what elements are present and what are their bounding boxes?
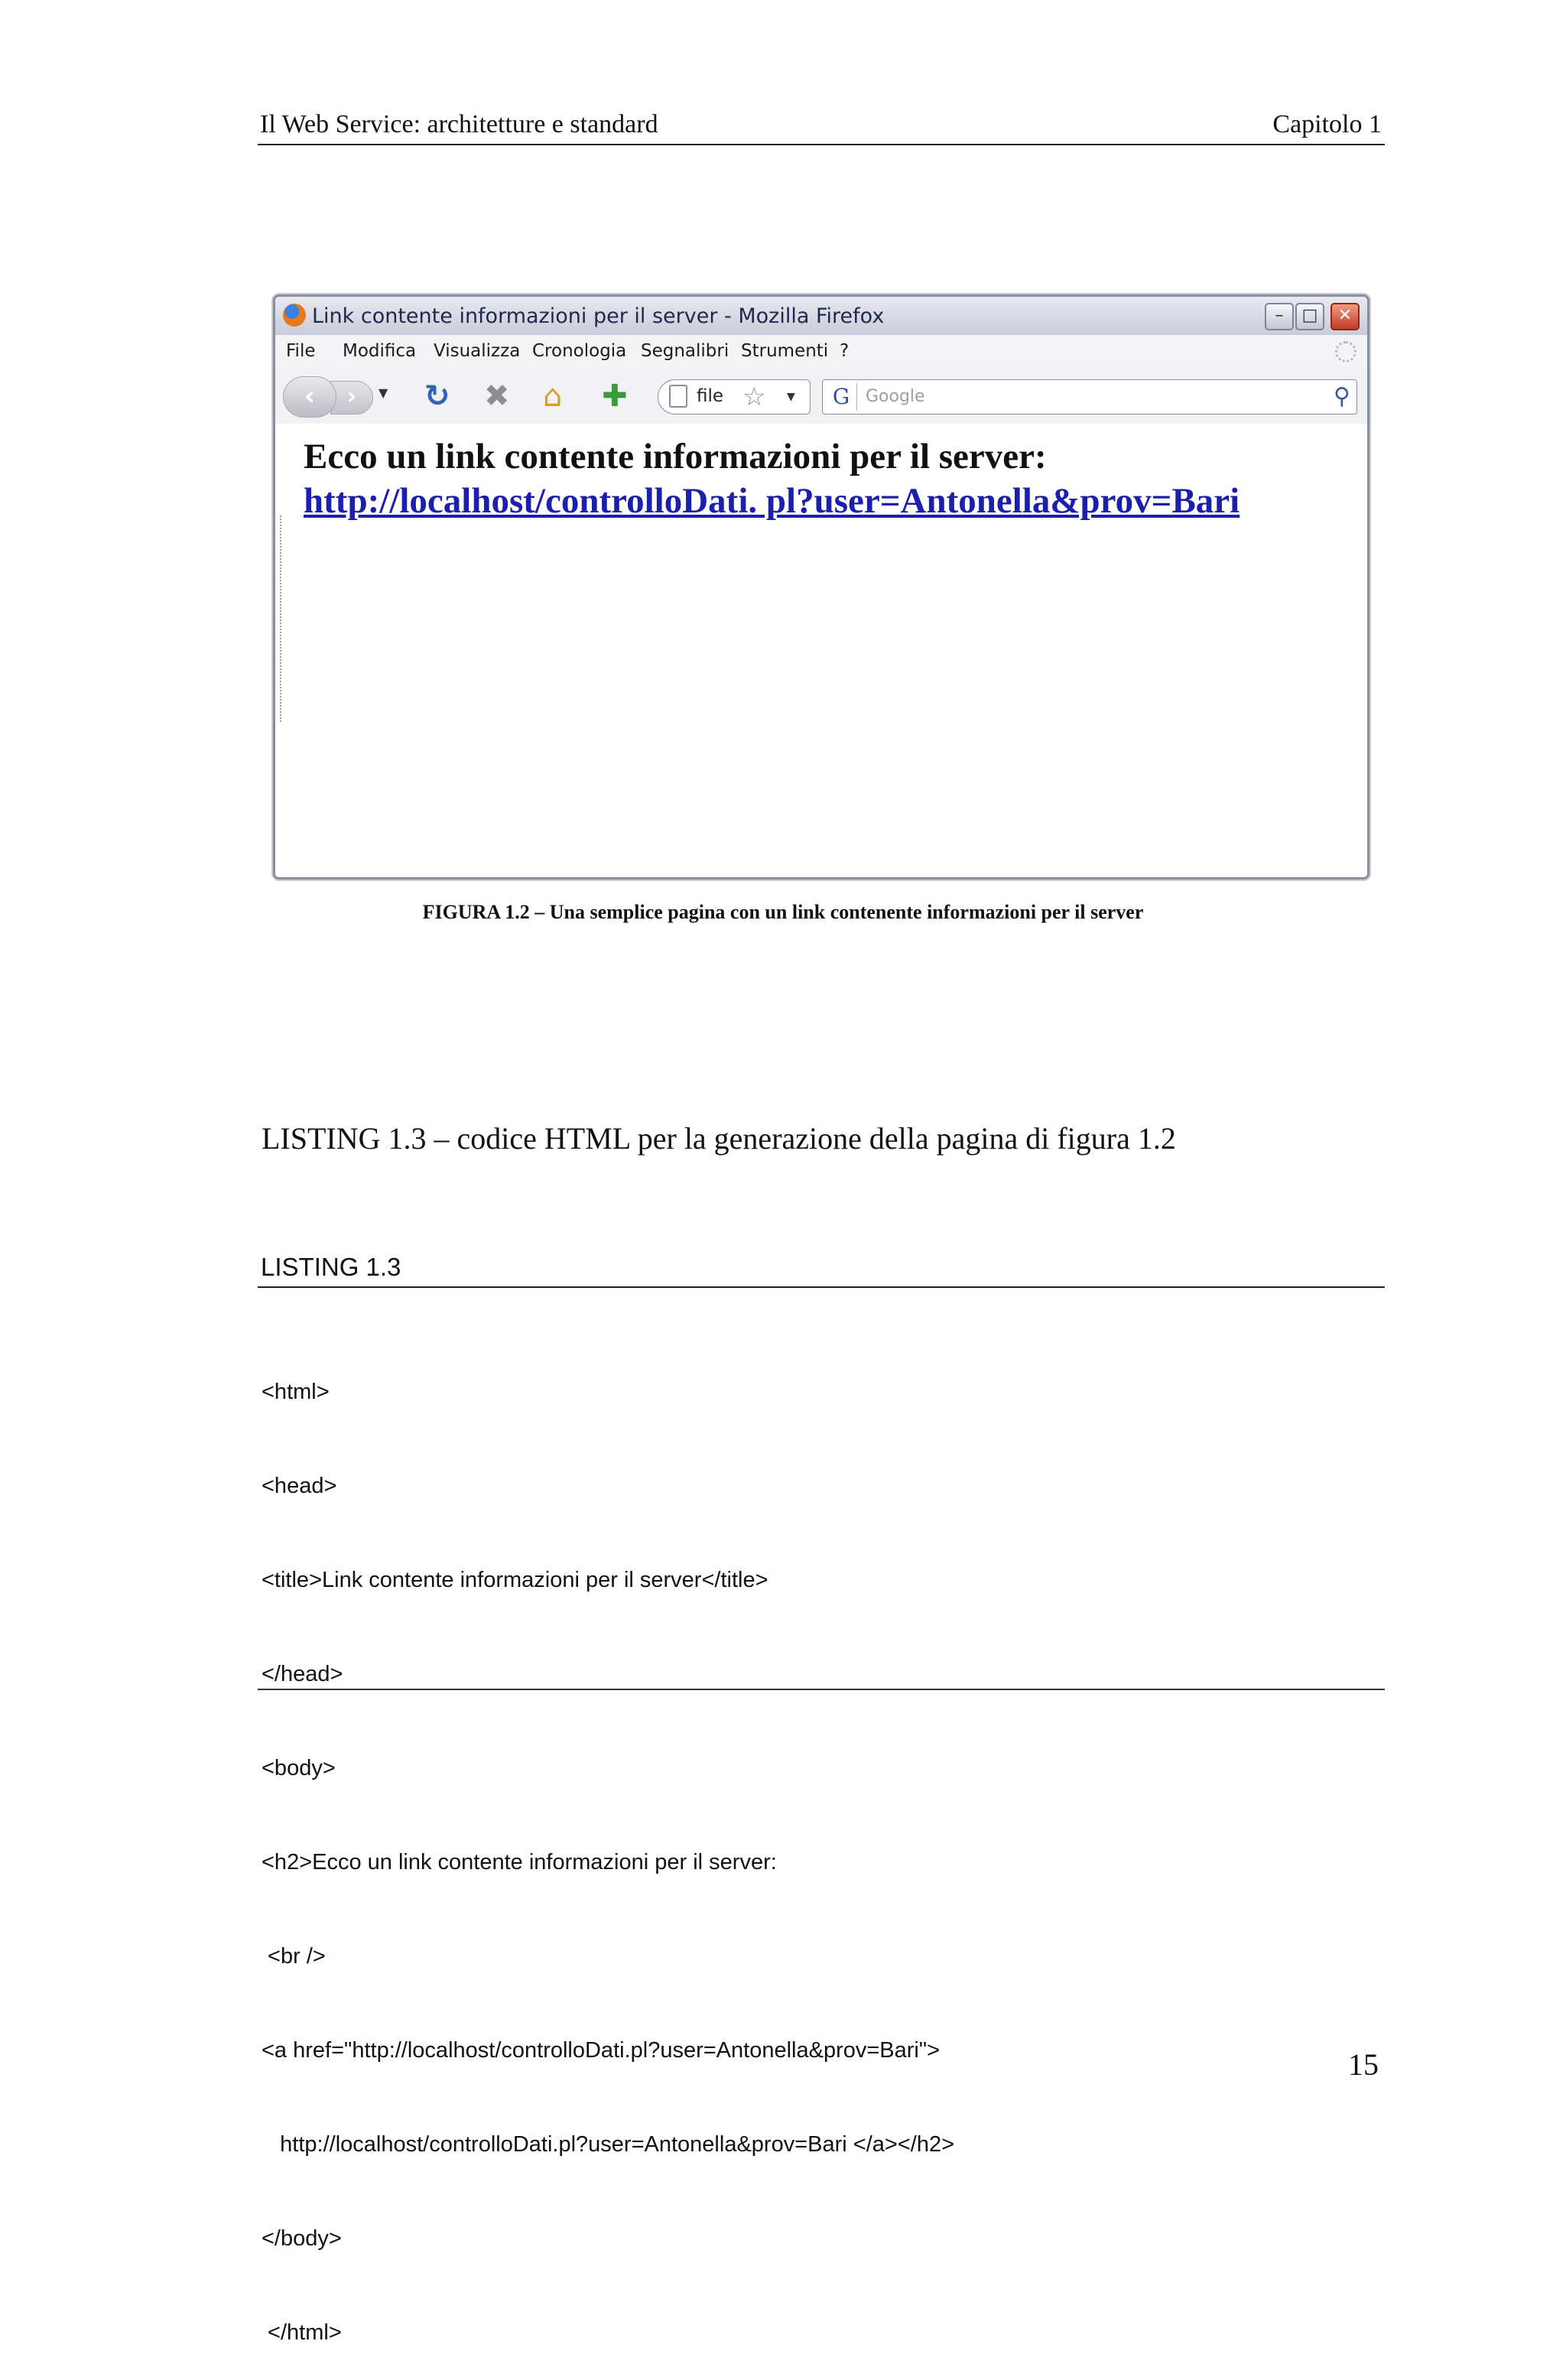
menu-cronologia: Cronologia — [532, 341, 627, 361]
code-line: http://localhost/controlloDati.pl?user=Antonella&prov=Bari </a></h2> — [262, 2132, 955, 2157]
navigation-toolbar — [275, 369, 1367, 425]
search-placeholder: Google — [866, 387, 925, 406]
home-icon: ⌂ — [543, 379, 563, 414]
listing-title: LISTING 1.3 – codice HTML per la generazione della pagina di figura 1.2 — [262, 1121, 1176, 1156]
code-line: <br /> — [262, 1944, 326, 1969]
minimize-icon: – — [1265, 303, 1294, 330]
page-number: 15 — [1348, 2047, 1379, 2082]
menu-segnalibri: Segnalibri — [641, 341, 729, 361]
history-dropdown-icon: ▼ — [379, 385, 388, 400]
code-line: </head> — [262, 1662, 343, 1686]
menu-modifica: Modifica — [343, 341, 417, 361]
listing-bottom-rule — [258, 1689, 1385, 1690]
code-line: </body> — [262, 2226, 342, 2251]
window-title: Link contente informazioni per il server - Mozilla Firefox — [312, 304, 885, 328]
close-icon: ✕ — [1330, 303, 1360, 330]
header-chapter: Capitolo 1 — [1272, 110, 1382, 138]
code-line: <html> — [262, 1380, 330, 1404]
forward-icon: › — [330, 381, 373, 415]
magnifier-icon: ⚲ — [1334, 383, 1350, 410]
star-icon: ☆ — [742, 382, 766, 412]
window-titlebar — [275, 297, 1367, 336]
google-engine-icon: G — [826, 383, 857, 411]
stop-icon: ✖ — [484, 379, 510, 414]
url-text: file — [697, 386, 724, 406]
code-line: <title>Link contente informazioni per il server</title> — [262, 1568, 768, 1592]
header-left-title: Il Web Service: architetture e standard — [260, 110, 658, 138]
browser-content — [275, 424, 1367, 877]
code-line: <body> — [262, 1756, 336, 1780]
throbber-icon — [1335, 341, 1356, 363]
menu-visualizza: Visualizza — [434, 341, 521, 361]
page-link: http://localhost/controlloDati. pl?user=Antonella&prov=Bari — [304, 481, 1240, 521]
sidebar-splitter — [280, 515, 284, 722]
menu-bar — [275, 335, 1367, 369]
back-icon: ‹ — [283, 376, 336, 418]
page-icon — [669, 385, 687, 408]
code-line: <head> — [262, 1474, 337, 1498]
url-dropdown-icon: ▼ — [787, 391, 795, 403]
search-bar — [822, 379, 1357, 415]
menu-strumenti: Strumenti — [741, 341, 829, 361]
code-line: <h2>Ecco un link contente informazioni per il server: — [262, 1850, 777, 1874]
reload-icon: ↻ — [424, 379, 450, 414]
add-bookmark-icon: ✚ — [602, 379, 628, 414]
maximize-icon: □ — [1295, 303, 1324, 330]
firefox-logo-icon — [283, 304, 306, 327]
firefox-screenshot — [273, 294, 1369, 879]
code-listing — [262, 1314, 954, 2380]
menu-file: File — [286, 341, 316, 361]
code-line: </html> — [262, 2320, 342, 2345]
listing-top-rule — [258, 1286, 1385, 1288]
menu-help: ? — [840, 341, 850, 361]
code-line: <a href="http://localhost/controlloDati.pl?user=Antonella&prov=Bari"> — [262, 2038, 941, 2063]
page-heading: Ecco un link contente informazioni per il server: — [304, 437, 1047, 476]
url-bar — [658, 379, 811, 415]
listing-label: LISTING 1.3 — [261, 1253, 401, 1281]
figure-caption: FIGURA 1.2 – Una semplice pagina con un link contenente informazioni per il server — [422, 901, 1144, 923]
running-header — [258, 107, 1385, 145]
